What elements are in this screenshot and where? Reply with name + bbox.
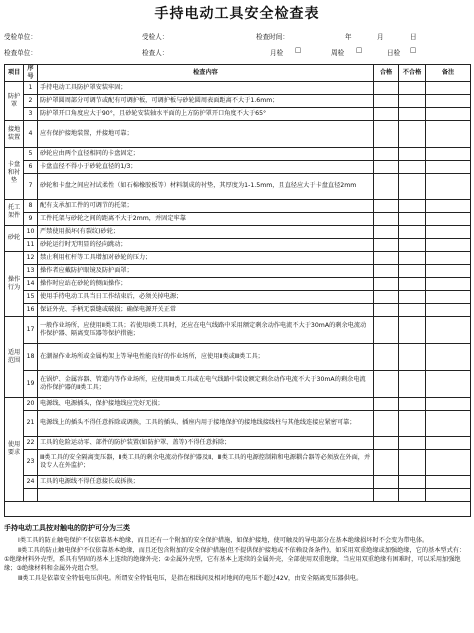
- table-row: [5, 316, 471, 343]
- remark-cell[interactable]: [426, 81, 471, 94]
- row-number: 19: [24, 370, 38, 397]
- pass-cell[interactable]: [374, 199, 399, 212]
- table-row: [5, 173, 471, 199]
- pass-cell[interactable]: [374, 475, 399, 488]
- pass-cell[interactable]: [374, 173, 399, 199]
- fail-cell[interactable]: [399, 475, 426, 488]
- fail-cell[interactable]: [399, 449, 426, 475]
- row-content: 卡盘直径不得小于砂轮直径的1/3；: [38, 160, 374, 173]
- row-content: 保证外壳、手柄无裂缝或破损；确保电源开关正常: [38, 303, 374, 316]
- row-content: 电源线上的插头不得任意拆除或调换，工具的插头、插座内用于接地保护的接地线接线柱与其他线连接应紧密可靠；: [38, 410, 374, 436]
- fail-cell[interactable]: [399, 303, 426, 316]
- fail-cell[interactable]: [399, 225, 426, 238]
- row-content: 砂轮应由两个直径相同的卡盘固定；: [38, 147, 374, 160]
- weekly-check-box[interactable]: □: [356, 46, 363, 54]
- row-content: 配有支承加工件的可调节的托架；: [38, 199, 374, 212]
- col-content-header: 检查内容: [38, 65, 374, 82]
- table-row: [5, 303, 471, 316]
- category-chuck: 卡盘和衬垫: [5, 147, 24, 199]
- row-number: 21: [24, 410, 38, 436]
- fail-cell[interactable]: [399, 107, 426, 120]
- category-operation: 操作行为: [5, 251, 24, 316]
- remark-cell[interactable]: [426, 370, 471, 397]
- row-content: 一般作业场所，应使用Ⅱ类工具；若使用Ⅰ类工具时，还应在电气线路中采用额定剩余动作电流不大于30mA的剩余电流动作保护器、隔离变压器等保护措施；: [38, 316, 374, 343]
- fail-cell[interactable]: [399, 397, 426, 410]
- daily-check-box[interactable]: □: [410, 46, 417, 54]
- table-row: [5, 147, 471, 160]
- row-number: 14: [24, 277, 38, 290]
- remark-cell[interactable]: [426, 410, 471, 436]
- remark-cell[interactable]: [426, 277, 471, 290]
- year-label: 年: [345, 33, 352, 41]
- category-scope: 适用范围: [5, 316, 24, 397]
- remark-cell[interactable]: [426, 316, 471, 343]
- row-number: 10: [24, 225, 38, 238]
- inspection-time-label: 检查时间：: [256, 33, 289, 41]
- fail-cell[interactable]: [399, 212, 426, 225]
- table-row: [5, 94, 471, 107]
- checklist-table: [4, 64, 471, 517]
- pass-cell[interactable]: [374, 160, 399, 173]
- remark-cell[interactable]: [426, 303, 471, 316]
- inspected-unit-label: 受检单位：: [4, 33, 37, 41]
- remark-cell[interactable]: [426, 264, 471, 277]
- monthly-check-box[interactable]: □: [295, 46, 302, 54]
- table-row-blank: [5, 488, 471, 501]
- table-header-row: [5, 65, 471, 82]
- row-content: 防护罩开口角度应大于90°，且砂轮安装轴水平面的上方防护罩开口角度不大于65°: [38, 107, 374, 120]
- sheet-title: 手持电动工具安全检查表: [154, 6, 320, 22]
- remark-cell[interactable]: [426, 225, 471, 238]
- fail-cell[interactable]: [399, 94, 426, 107]
- col-pass-header: 合格: [374, 65, 399, 82]
- inspecting-unit-label: 检查单位：: [4, 49, 37, 57]
- fail-cell[interactable]: [399, 277, 426, 290]
- table-row: [5, 81, 471, 94]
- fail-cell[interactable]: [399, 264, 426, 277]
- row-content: 工具的危险运动零、部件的防护装置(如防护罩、盖等)不得任意拆除；: [38, 436, 374, 449]
- remark-cell[interactable]: [426, 238, 471, 251]
- table-row: [5, 277, 471, 290]
- row-number: [24, 488, 38, 501]
- row-content: 操作时应站在砂轮的侧面操作；: [38, 277, 374, 290]
- row-number: 1: [24, 81, 38, 94]
- fail-cell[interactable]: [399, 370, 426, 397]
- pass-cell[interactable]: [374, 410, 399, 436]
- table-row: [5, 475, 471, 488]
- daily-check-label: 日检: [387, 49, 401, 57]
- pass-cell[interactable]: [374, 303, 399, 316]
- pass-cell[interactable]: [374, 316, 399, 343]
- table-row: [5, 225, 471, 238]
- table-row: [5, 370, 471, 397]
- class-three-paragraph: Ⅲ类工具是依靠安全特低电压供电。所谓安全特低电压，是指在相线间及相对地间的电压不超过42V，由安全隔离变压器供电。: [18, 575, 363, 583]
- row-content: 电源线、电源插头，保护接地线应完好无损；: [38, 397, 374, 410]
- category-ground: 接地装置: [5, 120, 24, 147]
- row-number: 16: [24, 303, 38, 316]
- row-content: 在潮湿作业场所或金属构架上等导电性能良好的作业场所，应使用Ⅱ类或Ⅲ类工具；: [38, 343, 374, 370]
- row-number: 24: [24, 475, 38, 488]
- col-no-header: 序号: [24, 65, 38, 82]
- category-wheel: 砂轮: [5, 225, 24, 251]
- row-number: 3: [24, 107, 38, 120]
- remark-cell[interactable]: [426, 107, 471, 120]
- table-row: [5, 251, 471, 264]
- row-number: 2: [24, 94, 38, 107]
- table-row: [5, 264, 471, 277]
- pass-cell[interactable]: [374, 107, 399, 120]
- row-content: 防护罩圆周部分可调节或配有可调护板，可调护板与砂轮圆周表面距离不大于1.6mm；: [38, 94, 374, 107]
- table-row: [5, 343, 471, 370]
- fail-cell[interactable]: [399, 81, 426, 94]
- fail-cell[interactable]: [399, 290, 426, 303]
- notes-heading: 手持电动工具按对触电的防护可分为三类: [4, 524, 130, 532]
- row-number: 12: [24, 251, 38, 264]
- pass-cell[interactable]: [374, 94, 399, 107]
- row-number: 8: [24, 199, 38, 212]
- table-row: [5, 212, 471, 225]
- row-number: 5: [24, 147, 38, 160]
- fail-cell[interactable]: [399, 488, 426, 501]
- remark-cell[interactable]: [426, 251, 471, 264]
- row-number: 18: [24, 343, 38, 370]
- col-item-header: 项目: [5, 65, 24, 82]
- fail-cell[interactable]: [399, 147, 426, 160]
- remark-cell[interactable]: [426, 120, 471, 147]
- row-number: 22: [24, 436, 38, 449]
- pass-cell[interactable]: [374, 147, 399, 160]
- row-number: 20: [24, 397, 38, 410]
- remark-cell[interactable]: [426, 343, 471, 370]
- row-content: 严禁使用损坏(有裂纹)砂轮；: [38, 225, 374, 238]
- row-content: 操作者应戴防护眼镜及防护面罩；: [38, 264, 374, 277]
- col-fail-header: 不合格: [399, 65, 426, 82]
- pass-cell[interactable]: [374, 436, 399, 449]
- month-label: 月: [377, 33, 384, 41]
- pass-cell[interactable]: [374, 238, 399, 251]
- pass-cell[interactable]: [374, 225, 399, 238]
- row-number: 15: [24, 290, 38, 303]
- remark-cell[interactable]: [426, 449, 471, 475]
- fail-cell[interactable]: [399, 251, 426, 264]
- table-row: [5, 397, 471, 410]
- row-number: 7: [24, 173, 38, 199]
- category-usage: 使用要求: [5, 397, 24, 501]
- category-guard: 防护罩: [5, 81, 24, 120]
- row-content: 工具的电源线不得任意接长或拆换；: [38, 475, 374, 488]
- table-row: [5, 449, 471, 475]
- remark-cell[interactable]: [426, 212, 471, 225]
- fail-cell[interactable]: [399, 343, 426, 370]
- table-row: [5, 410, 471, 436]
- row-content: 砂轮运行时无明显的径向跳动；: [38, 238, 374, 251]
- row-content[interactable]: [38, 488, 374, 501]
- table-row: [5, 107, 471, 120]
- row-content: Ⅲ类工具的安全隔离变压器，Ⅱ类工具的剩余电流动作保护器及Ⅱ、Ⅲ类工具的电源控制箱和电源耦合器等必须放在外面，并设专人在外监护；: [38, 449, 374, 475]
- row-content: 应有保护接地装置，并接地可靠；: [38, 120, 374, 147]
- remark-cell[interactable]: [426, 488, 471, 501]
- table-row-spacer: [5, 501, 471, 516]
- class-one-paragraph: Ⅰ类工具的防止触电保护不仅依靠基本绝缘，而且还有一个附加的安全保护措施，如保护接地，使可触及的导电部分在基本绝缘损坏时不会变为带电体。: [18, 537, 429, 545]
- row-content: 砂轮和卡盘之间应衬试柔性（如石棉橡胶板等）材料制成的衬垫，其厚度为1-1.5mm，且直径应大于卡盘直径2mm: [38, 173, 374, 199]
- pass-cell[interactable]: [374, 343, 399, 370]
- pass-cell[interactable]: [374, 212, 399, 225]
- table-row: [5, 120, 471, 147]
- pass-cell[interactable]: [374, 397, 399, 410]
- row-content: 禁止利用杠杆等工具增加对砂轮的压力；: [38, 251, 374, 264]
- fail-cell[interactable]: [399, 199, 426, 212]
- fail-cell[interactable]: [399, 160, 426, 173]
- fail-cell[interactable]: [399, 410, 426, 436]
- remark-cell[interactable]: [426, 199, 471, 212]
- row-content: 手持电动工具防护罩安装牢固；: [38, 81, 374, 94]
- row-number: 11: [24, 238, 38, 251]
- pass-cell[interactable]: [374, 449, 399, 475]
- table-row: [5, 290, 471, 303]
- monthly-check-label: 月检: [270, 49, 284, 57]
- row-number: 17: [24, 316, 38, 343]
- pass-cell[interactable]: [374, 251, 399, 264]
- weekly-check-label: 周检: [331, 49, 345, 57]
- table-row: [5, 160, 471, 173]
- remark-cell[interactable]: [426, 94, 471, 107]
- remark-cell[interactable]: [426, 147, 471, 160]
- pass-cell[interactable]: [374, 81, 399, 94]
- pass-cell[interactable]: [374, 488, 399, 501]
- fail-cell[interactable]: [399, 173, 426, 199]
- fail-cell[interactable]: [399, 120, 426, 147]
- table-row: [5, 238, 471, 251]
- remark-cell[interactable]: [426, 397, 471, 410]
- pass-cell[interactable]: [374, 290, 399, 303]
- spacer-cell: [5, 501, 471, 516]
- remark-cell[interactable]: [426, 173, 471, 199]
- pass-cell[interactable]: [374, 120, 399, 147]
- remark-cell[interactable]: [426, 475, 471, 488]
- class-two-paragraph: Ⅱ类工具的防止触电保护不仅依靠基本绝缘，而且还包含附加的安全保护措施(但不提供保护接地或不依赖设备条件)，如采用双重绝缘或加强绝缘，它的基本型式有：①绝缘材料外壳型，系具有坚固的基本上连续的绝缘外壳；②金属外壳型，它有基本上连续的金属外壳，全部使用双重绝缘，当应用双重绝缘有困难时，可以采用加强绝缘；③绝缘材料和金属外壳组合型。: [4, 547, 466, 573]
- row-content: 工件托架与砂轮之间的距离不大于2mm，并固定牢靠: [38, 212, 374, 225]
- classification-notes: [4, 523, 470, 585]
- fail-cell[interactable]: [399, 238, 426, 251]
- row-content: 在锅炉、金属容器、管道内等作业场所，应使用Ⅲ类工具或在电气线路中装设额定剩余动作电流不大于30mA的剩余电流动作保护器的Ⅱ类工具；: [38, 370, 374, 397]
- category-rest: 托工架件: [5, 199, 24, 225]
- table-row: [5, 436, 471, 449]
- fail-cell[interactable]: [399, 316, 426, 343]
- row-number: 4: [24, 120, 38, 147]
- row-number: 6: [24, 160, 38, 173]
- col-remark-header: 备注: [426, 65, 471, 82]
- table-row: [5, 199, 471, 212]
- row-number: 23: [24, 449, 38, 475]
- pass-cell[interactable]: [374, 264, 399, 277]
- inspector-label: 检查人：: [142, 49, 169, 57]
- day-label: 日: [410, 33, 417, 41]
- row-number: 9: [24, 212, 38, 225]
- row-number: 13: [24, 264, 38, 277]
- pass-cell[interactable]: [374, 370, 399, 397]
- remark-cell[interactable]: [426, 160, 471, 173]
- fail-cell[interactable]: [399, 436, 426, 449]
- pass-cell[interactable]: [374, 277, 399, 290]
- row-content: 使用手持电动工具当日工作结束后，必须关掉电源；: [38, 290, 374, 303]
- remark-cell[interactable]: [426, 290, 471, 303]
- remark-cell[interactable]: [426, 436, 471, 449]
- inspected-person-label: 受检人：: [142, 33, 169, 41]
